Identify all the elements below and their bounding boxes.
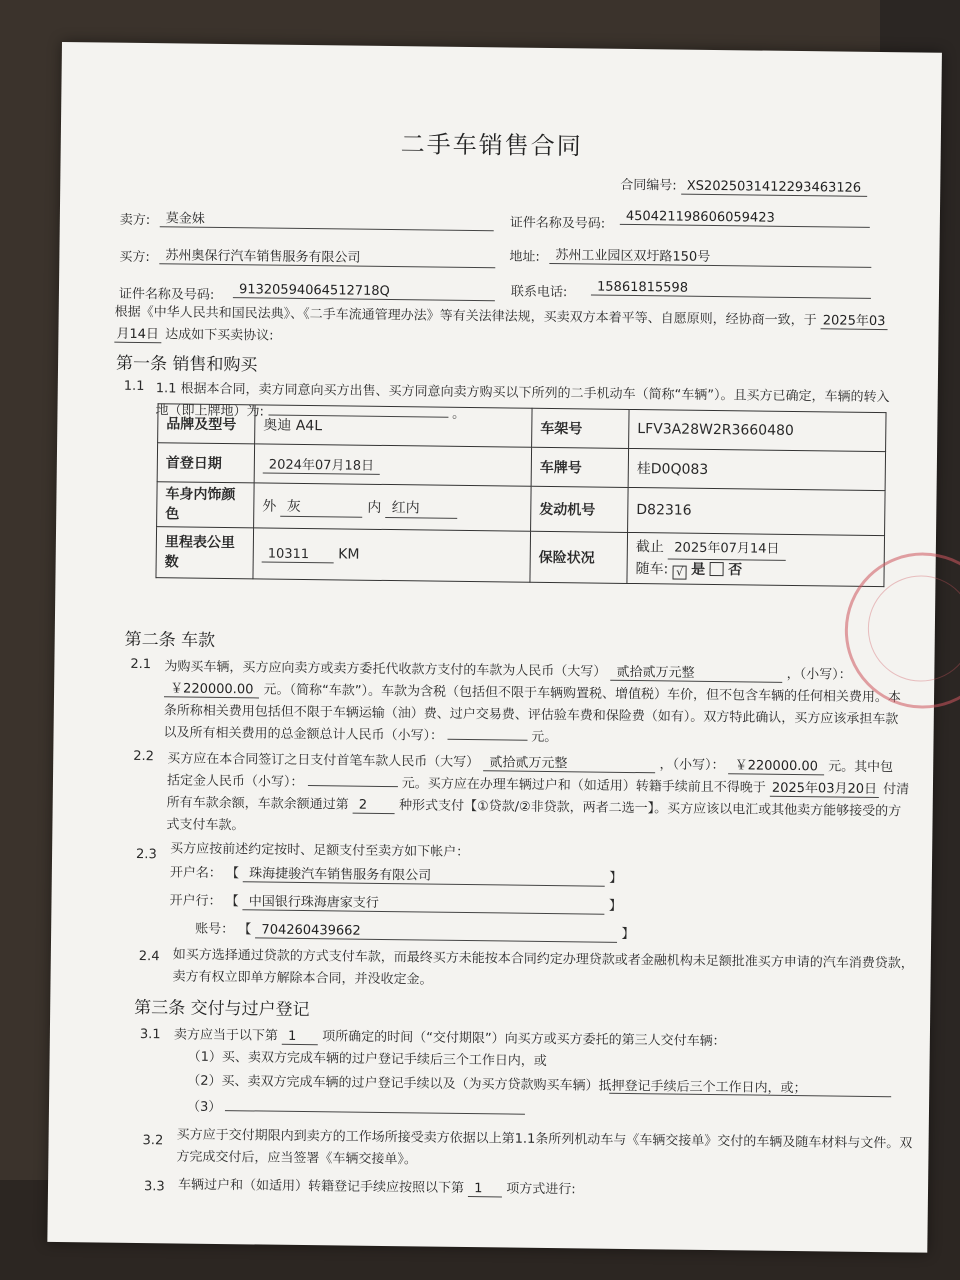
plate-label: 车牌号	[531, 447, 628, 487]
clause-3-2-num: 3.2	[142, 1133, 164, 1149]
payment-deadline: 2025年03月20日	[770, 777, 879, 798]
vehicle-info-table	[155, 403, 886, 587]
buyer-id-label: 证件名称及号码:	[118, 286, 215, 303]
clause-3-1-option-1: （1）买、卖双方完成车辆的过户登记手续后三个工作日内，或	[187, 1049, 547, 1069]
transfer-option: 1	[468, 1181, 502, 1197]
reg-date-label: 首登日期	[157, 443, 254, 483]
clause-2-1-line-2: ￥220000.00 元。（简称“车款”）。车款为含税（包括但不限于车辆购置税、增值税）车价，但不包含车辆的任何相关费用。本	[164, 677, 901, 706]
exterior-color: 灰	[281, 495, 363, 517]
clause-2-2-line-3: 所有车款余额，车款余额通过第 2 种形式支付【①贷款/②非贷款，两者二选一】。买方应该以电汇或其他卖方能够接受的方	[166, 795, 902, 820]
page-title: 二手车销售合同	[400, 130, 583, 161]
clause-1-1-num: 1.1	[123, 378, 145, 395]
color-label: 车身内饰颜 色	[157, 482, 255, 528]
seller-label: 卖方:	[119, 212, 151, 229]
reg-date-cell	[254, 444, 531, 486]
clause-2-3-text: 买方应按前述约定按时、足额支付至卖方如下帐户：	[170, 841, 470, 861]
intro-line-2: 月14日 达成如下买卖协议:	[114, 323, 273, 345]
account-name-value: 珠海捷骏汽车销售服务有限公司	[243, 862, 605, 886]
clause-3-1-num: 3.1	[139, 1027, 161, 1043]
insurance-cell: 截止 2025年07月14日 随车: √ 是 否	[627, 532, 885, 586]
buyer-id-value: 91320594064512718Q	[233, 282, 495, 301]
yes-checkbox[interactable]: √	[673, 566, 687, 580]
payment-method: 2	[353, 798, 395, 815]
clause-3-2-line-2: 方完成交付后，应当签署《车辆交接单》。	[176, 1149, 417, 1168]
no-checkbox[interactable]	[710, 562, 724, 576]
first-payment-figures: ￥220000.00	[729, 754, 825, 775]
buyer-addr-value: 苏州工业园区双圩路150号	[549, 244, 871, 268]
buyer-addr-label: 地址:	[509, 249, 540, 265]
buyer-tel-value: 15861815598	[591, 279, 871, 298]
brand-value: 奥迪 A4L	[255, 405, 532, 447]
insurance-date: 2025年07月14日	[668, 538, 785, 560]
total-fee-blank	[447, 739, 527, 741]
article-1-heading: 第一条 销售和购买	[115, 353, 258, 376]
account-no-row: 账号： 【 704260439662 】	[195, 921, 635, 943]
account-no-value: 704260439662	[255, 922, 617, 942]
first-payment-words: 贰拾贰万元整	[483, 751, 655, 773]
buyer-tel-label: 联系电话:	[510, 284, 568, 301]
vin-value: LFV3A28W2R3660480	[629, 409, 886, 451]
clause-2-4-line-1: 如买方选择通过贷款的方式支付车款，而最终买方未能按本合同约定办理贷款或者金融机构未足额批准买方申请的汽车消费贷款，	[172, 947, 914, 972]
mileage-value: 10311	[262, 546, 334, 563]
mileage-label: 里程表公里 数	[156, 527, 254, 579]
engine-label: 发动机号	[531, 486, 629, 532]
bank-row: 开户行： 【 中国银行珠海唐家支行 】	[169, 889, 622, 915]
seller-name: 莫金妹	[160, 207, 494, 231]
intro-date-2: 月14日	[114, 323, 161, 344]
total-price-words: 贰拾贰万元整	[610, 661, 782, 683]
clause-2-1-line-4: 以及所有相关费用的总金额总计人民币（小写）： 元。	[163, 725, 558, 746]
intro-line-1: 根据《中华人民共和国民法典》、《二手车流通管理办法》等有关法律法规，买卖双方本着平等、自愿原则，经协商一致，于 2025年03	[115, 301, 888, 330]
contract-no-value: XS2025031412293463126	[681, 179, 867, 197]
deposit-blank	[308, 785, 398, 787]
clause-2-1-num: 2.1	[130, 656, 152, 673]
brand-label: 品牌及型号	[158, 404, 255, 444]
plate-value: 桂D0Q083	[628, 448, 885, 490]
total-price-figures: ￥220000.00	[164, 677, 260, 698]
clause-2-2-line-2: 括定金人民币（小写）： 元。买方应在办理车辆过户和（如适用）转籍手续前且不得晚于 2025年03月20日 付清	[166, 773, 910, 798]
reg-date-value: 2024年07月18日	[263, 453, 380, 474]
vin-label: 车架号	[532, 408, 629, 448]
interior-color: 红内	[386, 496, 458, 518]
buyer-label: 买方:	[119, 249, 150, 266]
clause-2-2-num: 2.2	[133, 748, 155, 765]
article-3-heading: 第三条 交付与过户登记	[134, 997, 310, 1021]
clause-1-1-text: 1.1 根据本合同，卖方同意向买方出售、买方同意向卖方购买以下所列的二手机动车（简称“车辆”）。且买方已确定，车辆的转入	[155, 381, 890, 406]
clause-1-1-text-2: 地（即上牌地）为: 。	[155, 403, 466, 422]
intro-date-1: 2025年03	[821, 309, 888, 330]
delivery-option: 1	[282, 1029, 318, 1045]
company-seal-inner-ring	[867, 575, 960, 682]
article-2-heading: 第二条 车款	[124, 629, 216, 651]
clause-3-1-option-3: （3）	[187, 1096, 526, 1119]
insurance-label: 保险状况	[530, 531, 628, 583]
engine-value: D82316	[628, 487, 886, 535]
clause-2-4-num: 2.4	[138, 949, 160, 965]
clause-2-4-line-2: 卖方有权立即单方解除本合同，并没收定金。	[172, 969, 433, 988]
color-cell: 外 灰 内 红内	[254, 483, 532, 531]
contract-page	[47, 42, 942, 1253]
contract-no-label: 合同编号:	[620, 177, 677, 194]
clause-3-3-line-1: 车辆过户和（如适用）转籍登记手续应按照以下第 1 项方式进行:	[177, 1177, 576, 1198]
clause-3-3-num: 3.3	[143, 1179, 165, 1195]
clause-2-1-line-3: 条所称相关费用包括但不限于车辆运输（油）费、过户交易费、评估验车费和保险费（如有）。双方特此确认，买方应该承担车款	[163, 703, 899, 728]
clause-3-1-line-1: 卖方应当于以下第 1 项所确定的时间（“交付期限”）向买方或买方委托的第三人交付车辆：	[173, 1027, 726, 1050]
clause-2-2-line-4: 式支付车款。	[166, 817, 245, 834]
buyer-name: 苏州奥保行汽车销售服务有限公司	[159, 244, 495, 268]
seller-id-label: 证件名称及号码:	[509, 215, 606, 232]
clause-2-1-line-1: 为购买车辆，买方应向卖方或卖方委托代收款方支付的车款为人民币（大写） 贰拾贰万元整 ，（小写）：	[164, 659, 852, 683]
option-3-blank	[225, 1110, 525, 1115]
contract-no	[620, 174, 867, 197]
clause-2-3-num: 2.3	[135, 846, 157, 863]
account-name-row: 开户名： 【 珠海捷骏汽车销售服务有限公司 】	[170, 861, 623, 887]
bank-value: 中国银行珠海唐家支行	[243, 890, 605, 914]
clause-3-2-line-1: 买方应于交付期限内到卖方的工作场所接受卖方依据以上第1.1条所列机动车与《车辆交接单》交付的车辆及随车材料与文件。双	[176, 1127, 913, 1152]
clause-2-2-line-1: 买方应在本合同签订之日支付首笔车款人民币（大写） 贰拾贰万元整 ，（小写）： ￥220000.00 元。其中包	[167, 751, 894, 776]
clause-3-1-option-2: （2）买、卖双方完成车辆的过户登记手续以及（为买方贷款购买车辆）抵押登记手续后三个工作日内，或；	[187, 1073, 807, 1097]
mileage-cell: 10311 KM	[253, 528, 531, 582]
seller-id-value: 450421198606059423	[620, 209, 870, 228]
